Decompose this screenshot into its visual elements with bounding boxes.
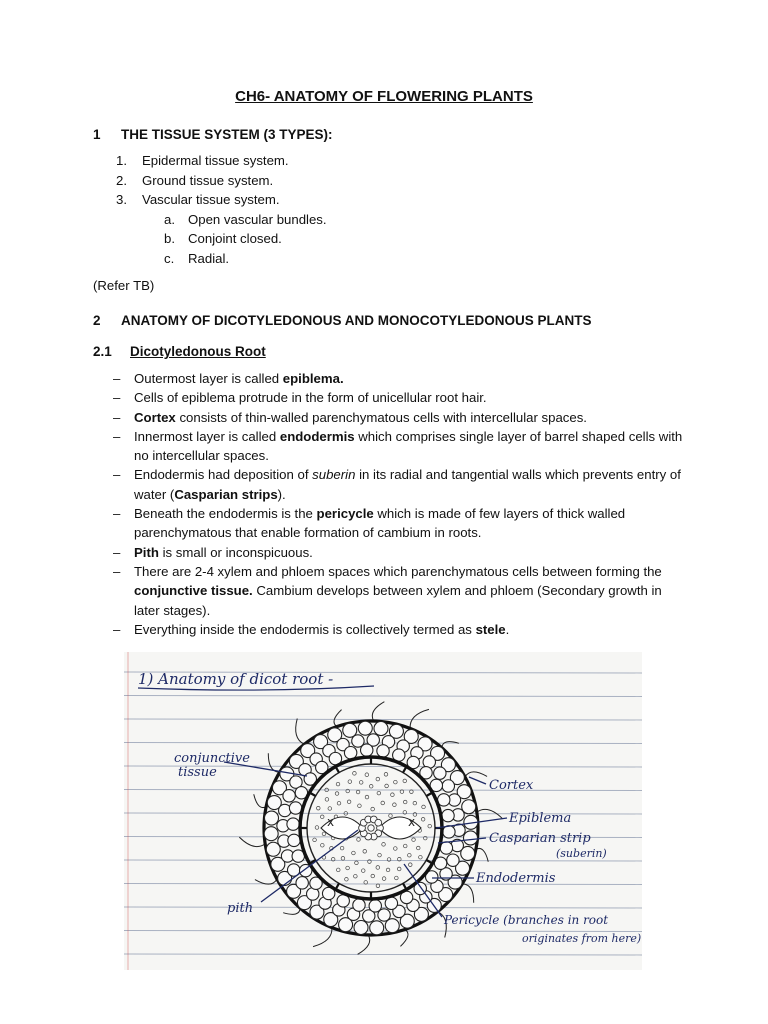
stele-cell: [352, 851, 356, 855]
label-pericycle: Pericycle (branches in root: [444, 913, 609, 927]
list-marker: a.: [164, 211, 175, 227]
stele-cell: [412, 838, 416, 842]
label-suberin: (suberin): [556, 847, 607, 860]
ruled-line: [124, 719, 642, 720]
stele-cell: [359, 781, 363, 785]
dicot-root-diagram: [124, 652, 642, 970]
cortex-cell: [442, 809, 454, 821]
root-hair: [254, 794, 266, 807]
cortex-cell: [283, 790, 295, 802]
bullet-text: which is made of few layers of thick walled parenchymatous that enable formation of cambium in roots.: [134, 506, 626, 541]
stele-cell: [363, 850, 367, 854]
list-item-text: Epidermal tissue system.: [142, 153, 289, 168]
bullet-item: [113, 543, 683, 562]
bullet-dash: –: [113, 544, 121, 560]
list-item: [116, 171, 327, 191]
stele-cell: [416, 846, 420, 850]
list-marker: 3.: [116, 192, 127, 207]
stele-cell: [395, 876, 399, 880]
list-item-text: Ground tissue system.: [142, 172, 274, 188]
stele-cell: [381, 801, 385, 805]
stele-cell: [376, 884, 380, 888]
cortex-cell: [289, 802, 301, 814]
stele-cell: [313, 838, 317, 842]
stele-cell: [336, 782, 340, 786]
stele-cell: [358, 804, 362, 808]
stele-cell: [340, 846, 344, 850]
casparian-strip: [310, 793, 316, 797]
stele-cell: [378, 853, 382, 857]
stele-cell: [413, 801, 417, 805]
stele-cell: [421, 817, 425, 821]
stele-cell: [369, 784, 373, 788]
stele: [313, 772, 432, 888]
list-item: [116, 190, 327, 210]
bold-term: Pith: [134, 544, 159, 560]
stele-cell: [384, 772, 388, 776]
root-hair: [462, 884, 473, 903]
stele-cell: [419, 855, 423, 859]
stele-cell: [357, 838, 361, 842]
section-1-title: THE TISSUE SYSTEM (3 TYPES):: [121, 127, 333, 142]
section-2-1-heading: [93, 344, 266, 359]
bullet-dash: –: [113, 467, 121, 483]
stele-cell: [403, 844, 407, 848]
list-item-text: Open vascular bundles.: [188, 211, 327, 227]
list-item-text: Vascular tissue system.: [142, 192, 280, 207]
cortex-cell: [354, 921, 368, 935]
sub-list-item: [116, 249, 327, 269]
cortex-cell: [370, 921, 384, 935]
bullet-dash: –: [113, 371, 121, 386]
stele-cell: [393, 803, 397, 807]
list-marker: b.: [164, 231, 175, 246]
bullet-item: [113, 427, 683, 466]
cortex-cell: [279, 804, 291, 816]
bullet-dash: –: [113, 563, 121, 579]
bold-term: epiblema.: [282, 371, 344, 386]
bullet-dash: –: [113, 506, 121, 522]
bullet-text: Beneath the endodermis is the: [134, 506, 317, 522]
stele-cell: [365, 795, 369, 799]
bullet-dash: –: [113, 390, 121, 406]
casparian-strip: [336, 767, 340, 773]
stele-cell: [335, 792, 339, 796]
section-1-heading: [93, 127, 333, 142]
stele-cell: [382, 877, 386, 881]
dicot-root-bullets: [113, 369, 683, 639]
stele-cell: [403, 800, 407, 804]
stele-cell: [356, 790, 360, 794]
bullet-text: Innermost layer is called: [134, 428, 280, 444]
bold-term: Cortex: [134, 409, 176, 425]
bullet-text: ).: [277, 486, 286, 502]
bullet-text: Outermost layer is called: [134, 371, 283, 386]
cortex-cell: [377, 745, 389, 757]
stele-cell: [408, 863, 412, 867]
cortex-cell: [353, 899, 365, 911]
cortex-cell: [374, 721, 388, 735]
stele-cell: [345, 877, 349, 881]
list-item-text: Conjoint closed.: [188, 231, 282, 246]
cortex-cell: [296, 877, 308, 889]
stele-cell: [348, 780, 352, 784]
stele-cell: [321, 843, 325, 847]
stele-cell: [354, 874, 358, 878]
bullet-text: There are 2-4 xylem and phloem spaces which parenchymatous cells between forming the: [134, 563, 662, 579]
stele-cell: [365, 773, 369, 777]
bullet-item: [113, 465, 683, 504]
ruled-line: [124, 696, 642, 697]
bullet-text: Cambium develops between xylem and phloem (Secondary growth in later stages).: [134, 583, 662, 618]
stele-cell: [347, 800, 351, 804]
stele-cell: [316, 806, 320, 810]
ruled-line: [124, 790, 642, 791]
sub-list-item: [116, 229, 327, 249]
stele-cell: [322, 832, 326, 836]
bullet-dash: –: [113, 428, 121, 444]
stele-cell: [336, 868, 340, 872]
stele-cell: [353, 772, 357, 776]
stele-cell: [385, 784, 389, 788]
pointer-cortex: [469, 777, 486, 784]
section-2-1-number: 2.1: [93, 344, 112, 359]
stele-cell: [422, 805, 426, 809]
stele-cell: [315, 826, 319, 830]
bullet-text: in its radial and tangential walls which prevents entry of water (: [134, 467, 681, 502]
label-endodermis: Endodermis: [476, 871, 556, 886]
cortex-cell: [447, 854, 459, 866]
pith-cell: [375, 819, 382, 826]
casparian-strip: [426, 793, 432, 797]
label-conjunctive: conjunctive: [174, 751, 250, 766]
bullet-text: .: [505, 621, 510, 637]
bold-term: conjunctive tissue.: [134, 583, 253, 599]
cortex-cell: [288, 834, 300, 846]
section-2-heading: [93, 313, 592, 328]
bullet-text: consists of thin-walled parenchymatous cells with intercellular spaces.: [175, 409, 587, 425]
section-2-number: 2: [93, 313, 101, 328]
stele-cell: [341, 857, 345, 861]
bullet-item: [113, 504, 683, 543]
stele-cell: [337, 801, 341, 805]
stele-cell: [346, 866, 350, 870]
cortex-cell: [358, 721, 372, 735]
cortex-cell: [264, 827, 278, 841]
casparian-strip: [403, 767, 407, 773]
stele-cell: [371, 874, 375, 878]
italic-term: suberin: [312, 467, 356, 483]
bullet-item: [113, 620, 683, 639]
stele-cell: [376, 866, 380, 870]
sub-list-item: [116, 210, 327, 230]
label-epiblema: Epiblema: [509, 811, 572, 826]
refer-note: (Refer TB): [93, 278, 155, 293]
cortex-cell: [264, 811, 278, 825]
stele-cell: [394, 847, 398, 851]
root-hair: [465, 772, 487, 777]
bullet-item: [113, 369, 683, 388]
bullet-text: Everything inside the endodermis is collectively termed as: [134, 621, 476, 637]
ruled-line: [124, 907, 642, 908]
label-pericycle-origin: originates from here): [522, 932, 642, 945]
bullet-text: which comprises single layer of barrel shaped cells with no intercellular spaces.: [134, 428, 683, 464]
bold-term: stele: [475, 621, 506, 637]
section-2-title: ANATOMY OF DICOTYLEDONOUS AND MONOCOTYLEDONOUS PLANTS: [121, 313, 592, 328]
pith-cell: [368, 825, 374, 831]
root-hair: [358, 935, 370, 954]
bullet-item: [113, 388, 683, 407]
cortex-cell: [440, 842, 452, 854]
stele-cell: [320, 815, 324, 819]
tissue-system-list: [116, 151, 327, 268]
ruled-line: [124, 884, 642, 885]
root-hair: [283, 908, 300, 914]
xylem-mark-right: x: [408, 815, 416, 829]
stele-cell: [377, 791, 381, 795]
bullet-item: [113, 562, 683, 620]
list-marker: 1.: [116, 153, 127, 168]
label-casparian-strip: Casparian strip: [489, 831, 591, 846]
label-conjunctive-tissue: tissue: [178, 765, 217, 780]
root-hair: [410, 709, 429, 728]
diagram-photo: [124, 652, 642, 970]
list-marker: c.: [164, 250, 175, 266]
stele-cell: [403, 779, 407, 783]
bold-term: endodermis: [279, 428, 355, 444]
stele-cell: [376, 777, 380, 781]
cortex-cell: [443, 826, 455, 838]
root-hair: [296, 719, 305, 745]
bullet-item: [113, 408, 683, 427]
diagram-heading: 1) Anatomy of dicot root -: [138, 670, 334, 688]
cortex-cell: [434, 767, 446, 779]
stele-cell: [325, 798, 329, 802]
bullet-dash: –: [113, 621, 121, 637]
root-hair: [239, 837, 265, 846]
stele-cell: [391, 793, 395, 797]
list-item-text: Radial.: [188, 250, 230, 266]
bullet-text: Endodermis had deposition of: [134, 467, 313, 483]
bold-term: pericycle: [316, 506, 374, 522]
stele-cell: [371, 807, 375, 811]
stele-cell: [389, 814, 393, 818]
bullet-dash: –: [113, 409, 121, 425]
stele-cell: [397, 867, 401, 871]
list-item: [116, 151, 327, 171]
label-pith: pith: [227, 901, 254, 916]
bold-term: Casparian strips: [174, 486, 278, 502]
stele-cell: [361, 869, 365, 873]
list-marker: 2.: [116, 172, 127, 188]
cortex-cell: [361, 744, 373, 756]
stele-cell: [382, 843, 386, 847]
cortex-cell: [369, 900, 381, 912]
cortex-cell: [442, 780, 454, 792]
bullet-text: Cells of epiblema protrude in the form of unicellular root hair.: [134, 390, 487, 406]
stele-cell: [394, 780, 398, 784]
stele-cell: [328, 807, 332, 811]
cortex-cell: [464, 831, 478, 845]
ruled-line: [124, 860, 642, 861]
stele-cell: [428, 824, 432, 828]
root-hair: [476, 848, 488, 861]
root-hair: [372, 702, 384, 721]
stele-cell: [386, 868, 390, 872]
bullet-text: is small or inconspicuous.: [158, 544, 313, 560]
section-2-1-title: Dicotyledonous Root: [130, 344, 266, 359]
stele-cell: [408, 853, 412, 857]
section-1-number: 1: [93, 127, 101, 142]
page-title: CH6- ANATOMY OF FLOWERING PLANTS: [235, 88, 533, 105]
cortex-cell: [287, 818, 299, 830]
root-hair: [442, 742, 459, 748]
stele-cell: [355, 861, 359, 865]
xylem-mark-left: x: [327, 815, 335, 829]
label-cortex: Cortex: [489, 778, 534, 793]
ruled-line: [124, 954, 642, 955]
